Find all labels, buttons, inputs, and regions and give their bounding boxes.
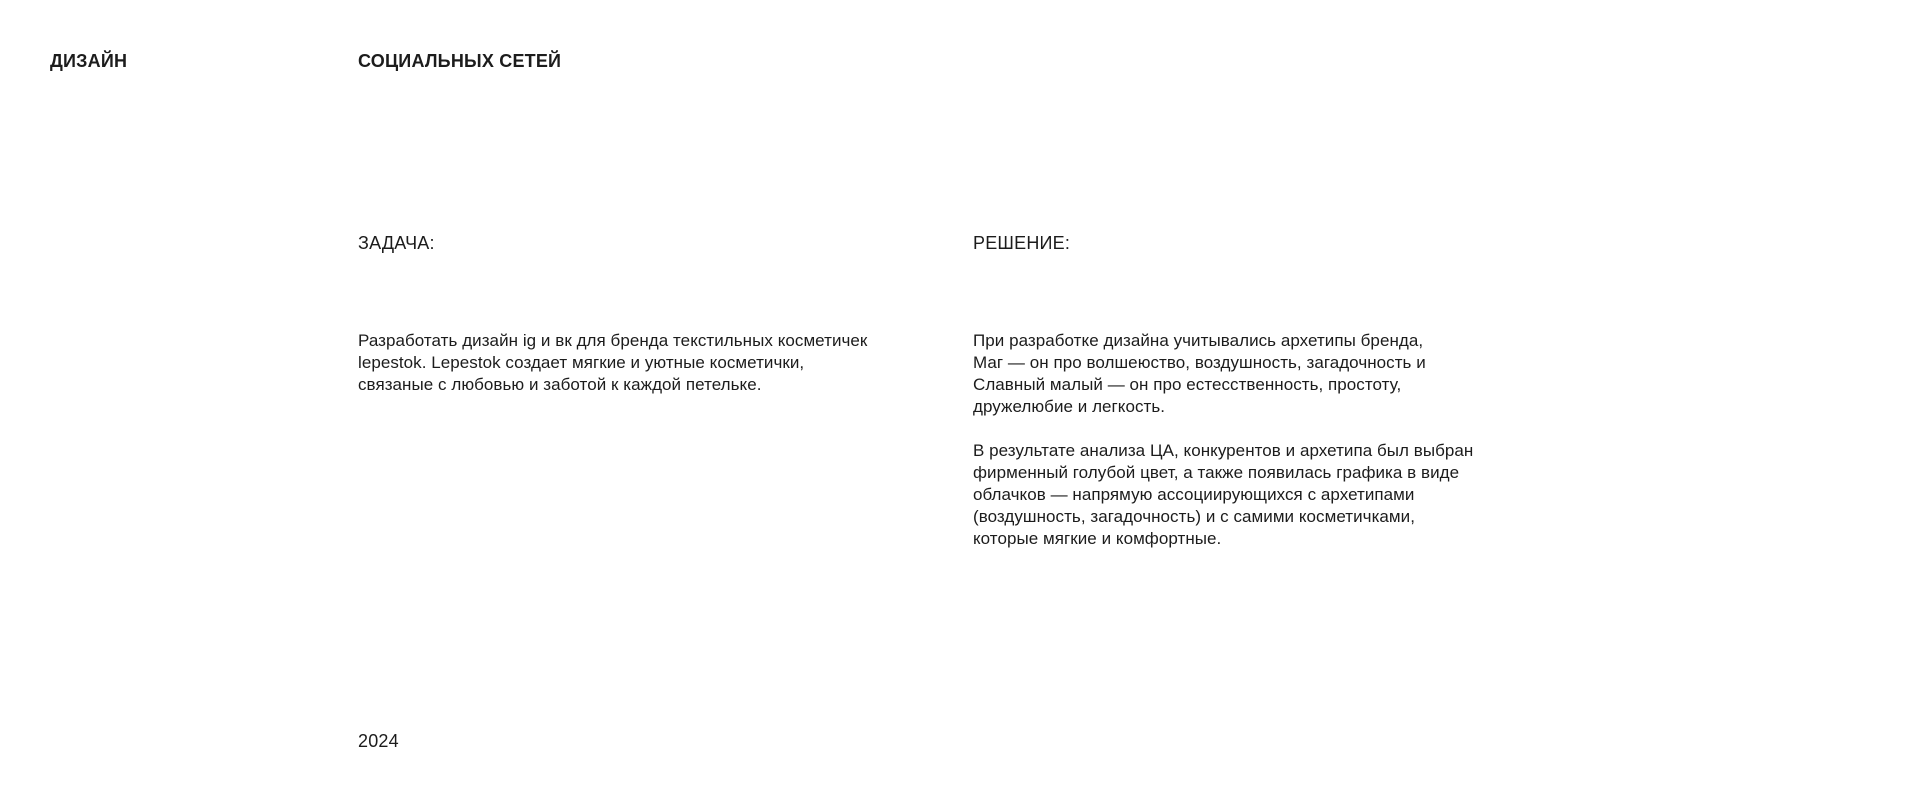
solution-line: (воздушность, загадочность) и с самими косметичками, <box>973 507 1415 526</box>
solution-label: РЕШЕНИЕ: <box>973 233 1071 253</box>
section-title-left: ДИЗАЙН <box>50 51 128 71</box>
solution-line: В результате анализа ЦА, конкурентов и архетипа был выбран <box>973 441 1474 460</box>
task-line: связаные с любовью и заботой к каждой петельке. <box>358 375 762 394</box>
task-line: lepestok. Lepestok создает мягкие и уютные косметички, <box>358 353 805 372</box>
task-line: Разработать дизайн ig и вк для бренда текстильных косметичек <box>358 331 868 350</box>
task-description <box>358 330 867 396</box>
solution-line: Славный малый — он про естесственность, простоту, <box>973 375 1402 394</box>
section-title-right: СОЦИАЛЬНЫХ СЕТЕЙ <box>358 51 562 71</box>
task-label: ЗАДАЧА: <box>358 233 435 253</box>
solution-line: которые мягкие и комфортные. <box>973 529 1222 548</box>
solution-line: фирменный голубой цвет, а также появилась графика в виде <box>973 463 1460 482</box>
year-label: 2024 <box>358 731 399 751</box>
solution-line: дружелюбие и легкость. <box>973 397 1166 416</box>
solution-description <box>973 330 1473 550</box>
solution-line: Маг — он про волшеюство, воздушность, загадочность и <box>973 353 1426 372</box>
paragraph-gap <box>973 418 1473 440</box>
solution-line: При разработке дизайна учитывались архетипы бренда, <box>973 331 1424 350</box>
solution-line: облачков — напрямую ассоциирующихся с архетипами <box>973 485 1415 504</box>
